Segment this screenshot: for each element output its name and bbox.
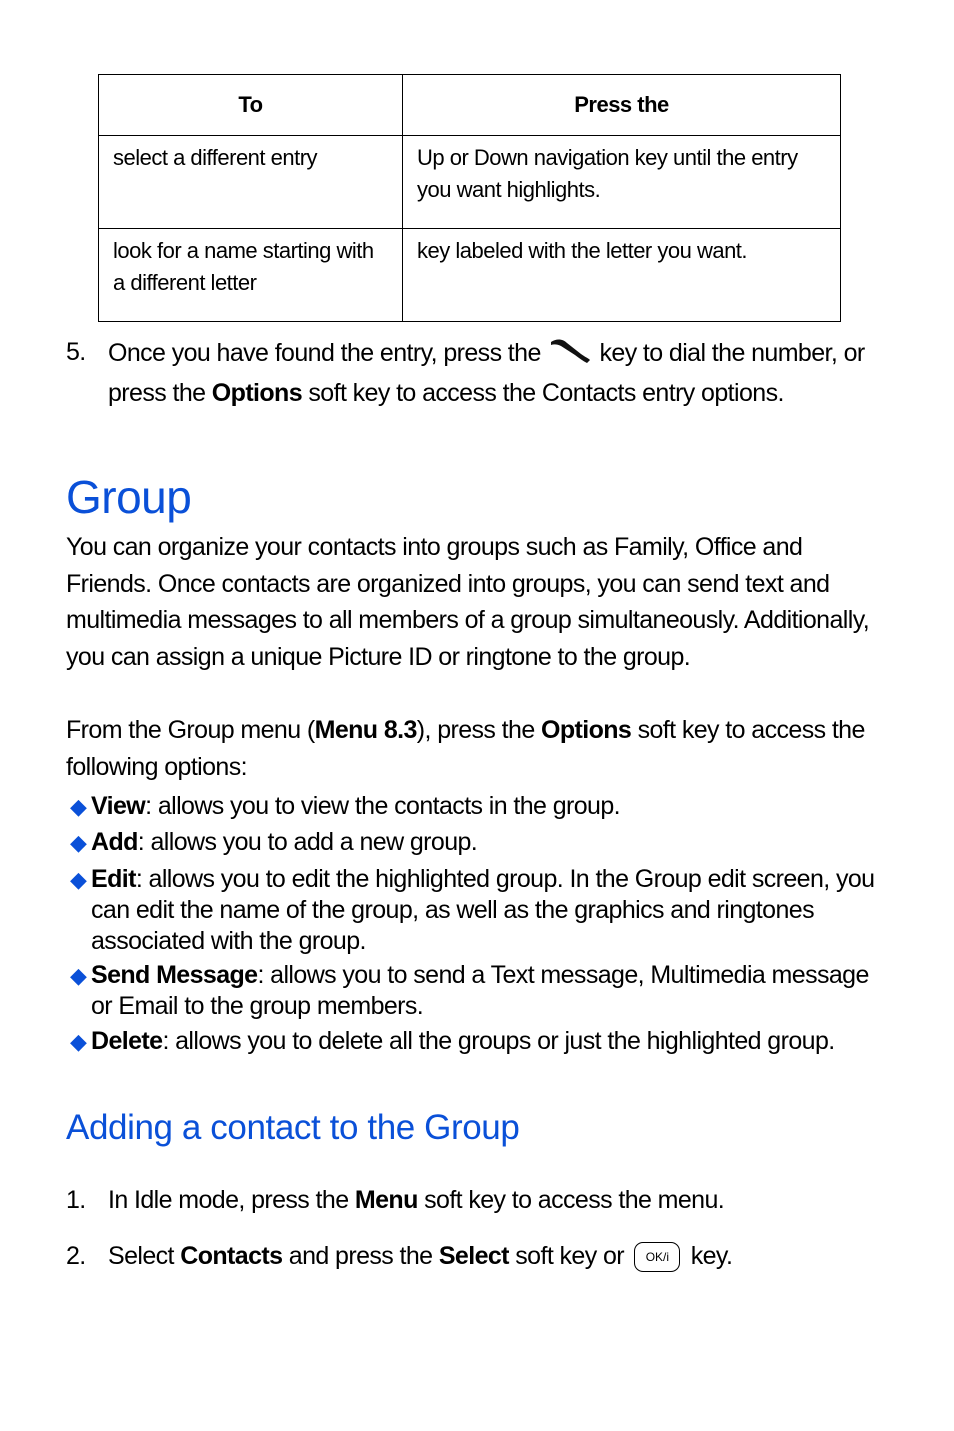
text-part: ), press the [416, 716, 535, 744]
section-title: Group [66, 471, 192, 523]
bullet-term: Edit [91, 865, 136, 893]
bullet-desc: : allows you to view the contacts in the group. [145, 792, 620, 820]
step-number: 2. [66, 1242, 86, 1270]
step-number: 5. [66, 338, 86, 366]
contacts-label: Contacts [180, 1242, 283, 1270]
menu-paragraph [66, 712, 886, 785]
table-row [99, 229, 841, 322]
diamond-bullet-icon: ◆ [70, 1029, 87, 1054]
key-table [98, 74, 841, 322]
bullet-term: Add [91, 828, 138, 856]
bullet-desc: : allows you to delete all the groups or just the highlighted group. [162, 1027, 835, 1055]
bullet-desc: : allows you to send a Text message, Multimedia message or Email to the group members. [91, 961, 869, 1020]
subsection-title: Adding a contact to the Group [66, 1108, 520, 1147]
text-part: From the Group menu ( [66, 716, 315, 744]
step-text-part: Select [108, 1242, 174, 1270]
menu-code: Menu 8.3 [314, 716, 417, 744]
bullet-item [70, 864, 880, 957]
step-text-part: key. [690, 1242, 733, 1270]
diamond-bullet-icon: ◆ [70, 830, 87, 855]
diamond-bullet-icon: ◆ [70, 963, 87, 988]
text-part: soft key to access the following options: [66, 716, 865, 781]
step-text [108, 334, 888, 411]
table-cell: key labeled with the letter you want. [403, 229, 841, 322]
step-text-part: In Idle mode, press the [108, 1186, 349, 1214]
step-text-part: key to dial the number, or press the [108, 338, 865, 407]
bullet-desc: : allows you to add a new group. [137, 828, 478, 856]
diamond-bullet-icon: ◆ [70, 794, 87, 819]
table-header: To [99, 75, 403, 136]
diamond-bullet-icon: ◆ [70, 867, 87, 892]
bullet-item [70, 1026, 880, 1057]
send-call-icon [547, 334, 593, 375]
step-text-part: Once you have found the entry, press the [108, 338, 541, 367]
table-row [99, 136, 841, 229]
bullet-item [70, 791, 880, 822]
bullet-item [70, 827, 880, 858]
intro-paragraph: You can organize your contacts into groups such as Family, Office and Friends. Once contacts are organized into groups, you can send text and multimedia messages to all members of a group simultaneously. Additionally, you can assign a unique Picture ID or ringtone to the group. [66, 533, 870, 671]
step-text [108, 1182, 888, 1219]
bullet-term: View [91, 792, 146, 820]
step-text [108, 1238, 888, 1275]
step-text-part: soft key to access the Contacts entry options. [308, 378, 784, 407]
ok-key-icon: OK/i [634, 1242, 680, 1272]
menu-softkey-label: Menu [354, 1186, 418, 1214]
step-text-part: soft key to access the menu. [424, 1186, 725, 1214]
table-cell: look for a name starting with a different letter [99, 229, 403, 322]
bullet-term: Send Message [91, 961, 258, 989]
table-header-row [99, 75, 841, 136]
step-number: 1. [66, 1186, 86, 1214]
table-cell: Up or Down navigation key until the entry you want highlights. [403, 136, 841, 229]
bullet-term: Delete [91, 1027, 163, 1055]
bullet-desc: : allows you to edit the highlighted group. In the Group edit screen, you can edit the name of the group, as well as the graphics and ringtones associated with the group. [91, 865, 875, 955]
bullet-item [70, 960, 880, 1022]
table-header: Press the [403, 75, 841, 136]
table-cell: select a different entry [99, 136, 403, 229]
select-softkey-label: Select [438, 1242, 509, 1270]
options-softkey-label: Options [541, 716, 632, 744]
options-softkey-label: Options [211, 378, 303, 407]
step-text-part: and press the [288, 1242, 433, 1270]
step-text-part: soft key or [515, 1242, 624, 1270]
